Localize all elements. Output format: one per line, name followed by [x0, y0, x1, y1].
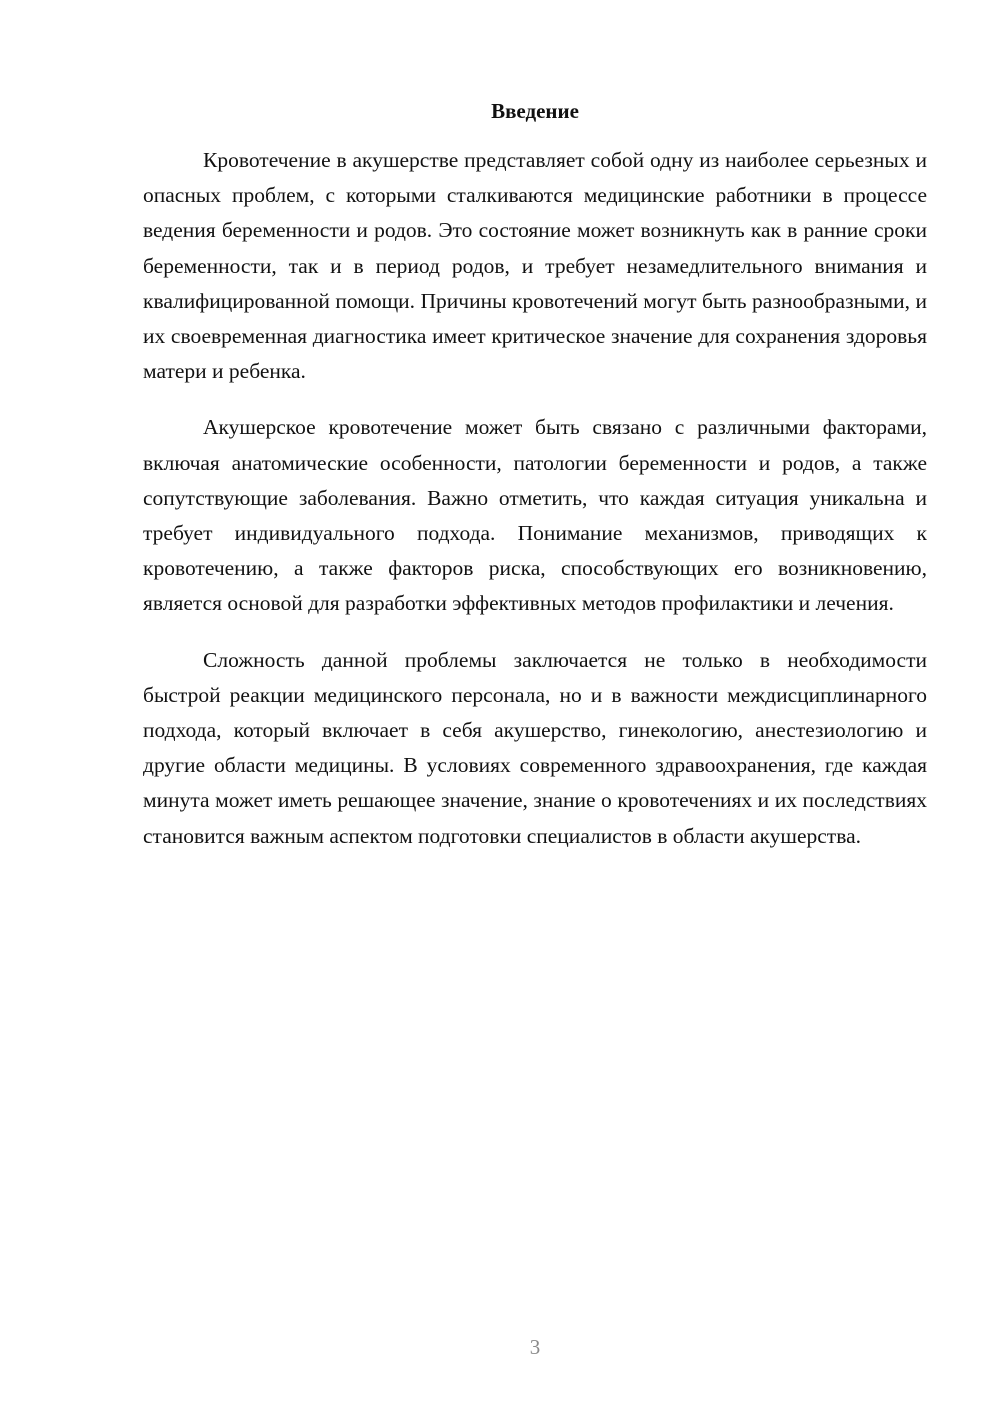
- body-text: [143, 143, 927, 875]
- paragraph-2: Акушерское кровотечение может быть связано с различными факторами, включая анатомические особенности, патологии беременности и родов, а также сопутствующие заболевания. Важно отметить, что каждая ситуация уникальна и требует индивидуального подхода. Понимание механизмов, приводящих к кровотечению, а также факторов риска, способствующих его возникновению, является основой для разработки эффективных методов профилактики и лечения.: [143, 415, 927, 616]
- paragraph-3: Сложность данной проблемы заключается не только в необходимости быстрой реакции медицинского персонала, но и в важности междисциплинарного подхода, который включает в себя акушерство, гинекологию, анестезиологию и другие области медицины. В условиях современного здравоохранения, где каждая минута может иметь решающее значение, знание о кровотечениях и их последствиях становится важным аспектом подготовки специалистов в области акушерства.: [143, 647, 927, 848]
- paragraph-1: Кровотечение в акушерстве представляет собой одну из наиболее серьезных и опасных проблем, с которыми сталкиваются медицинские работники в процессе ведения беременности и родов. Это состояние может возникнуть как в ранние сроки беременности, так и в период родов, и требует незамедлительного внимания и квалифицированной помощи. Причины кровотечений могут быть разнообразными, и их своевременная диагностика имеет критическое значение для сохранения здоровья матери и ребенка.: [143, 148, 927, 384]
- section-title: Введение: [491, 99, 579, 123]
- page-number: 3: [529, 1335, 541, 1359]
